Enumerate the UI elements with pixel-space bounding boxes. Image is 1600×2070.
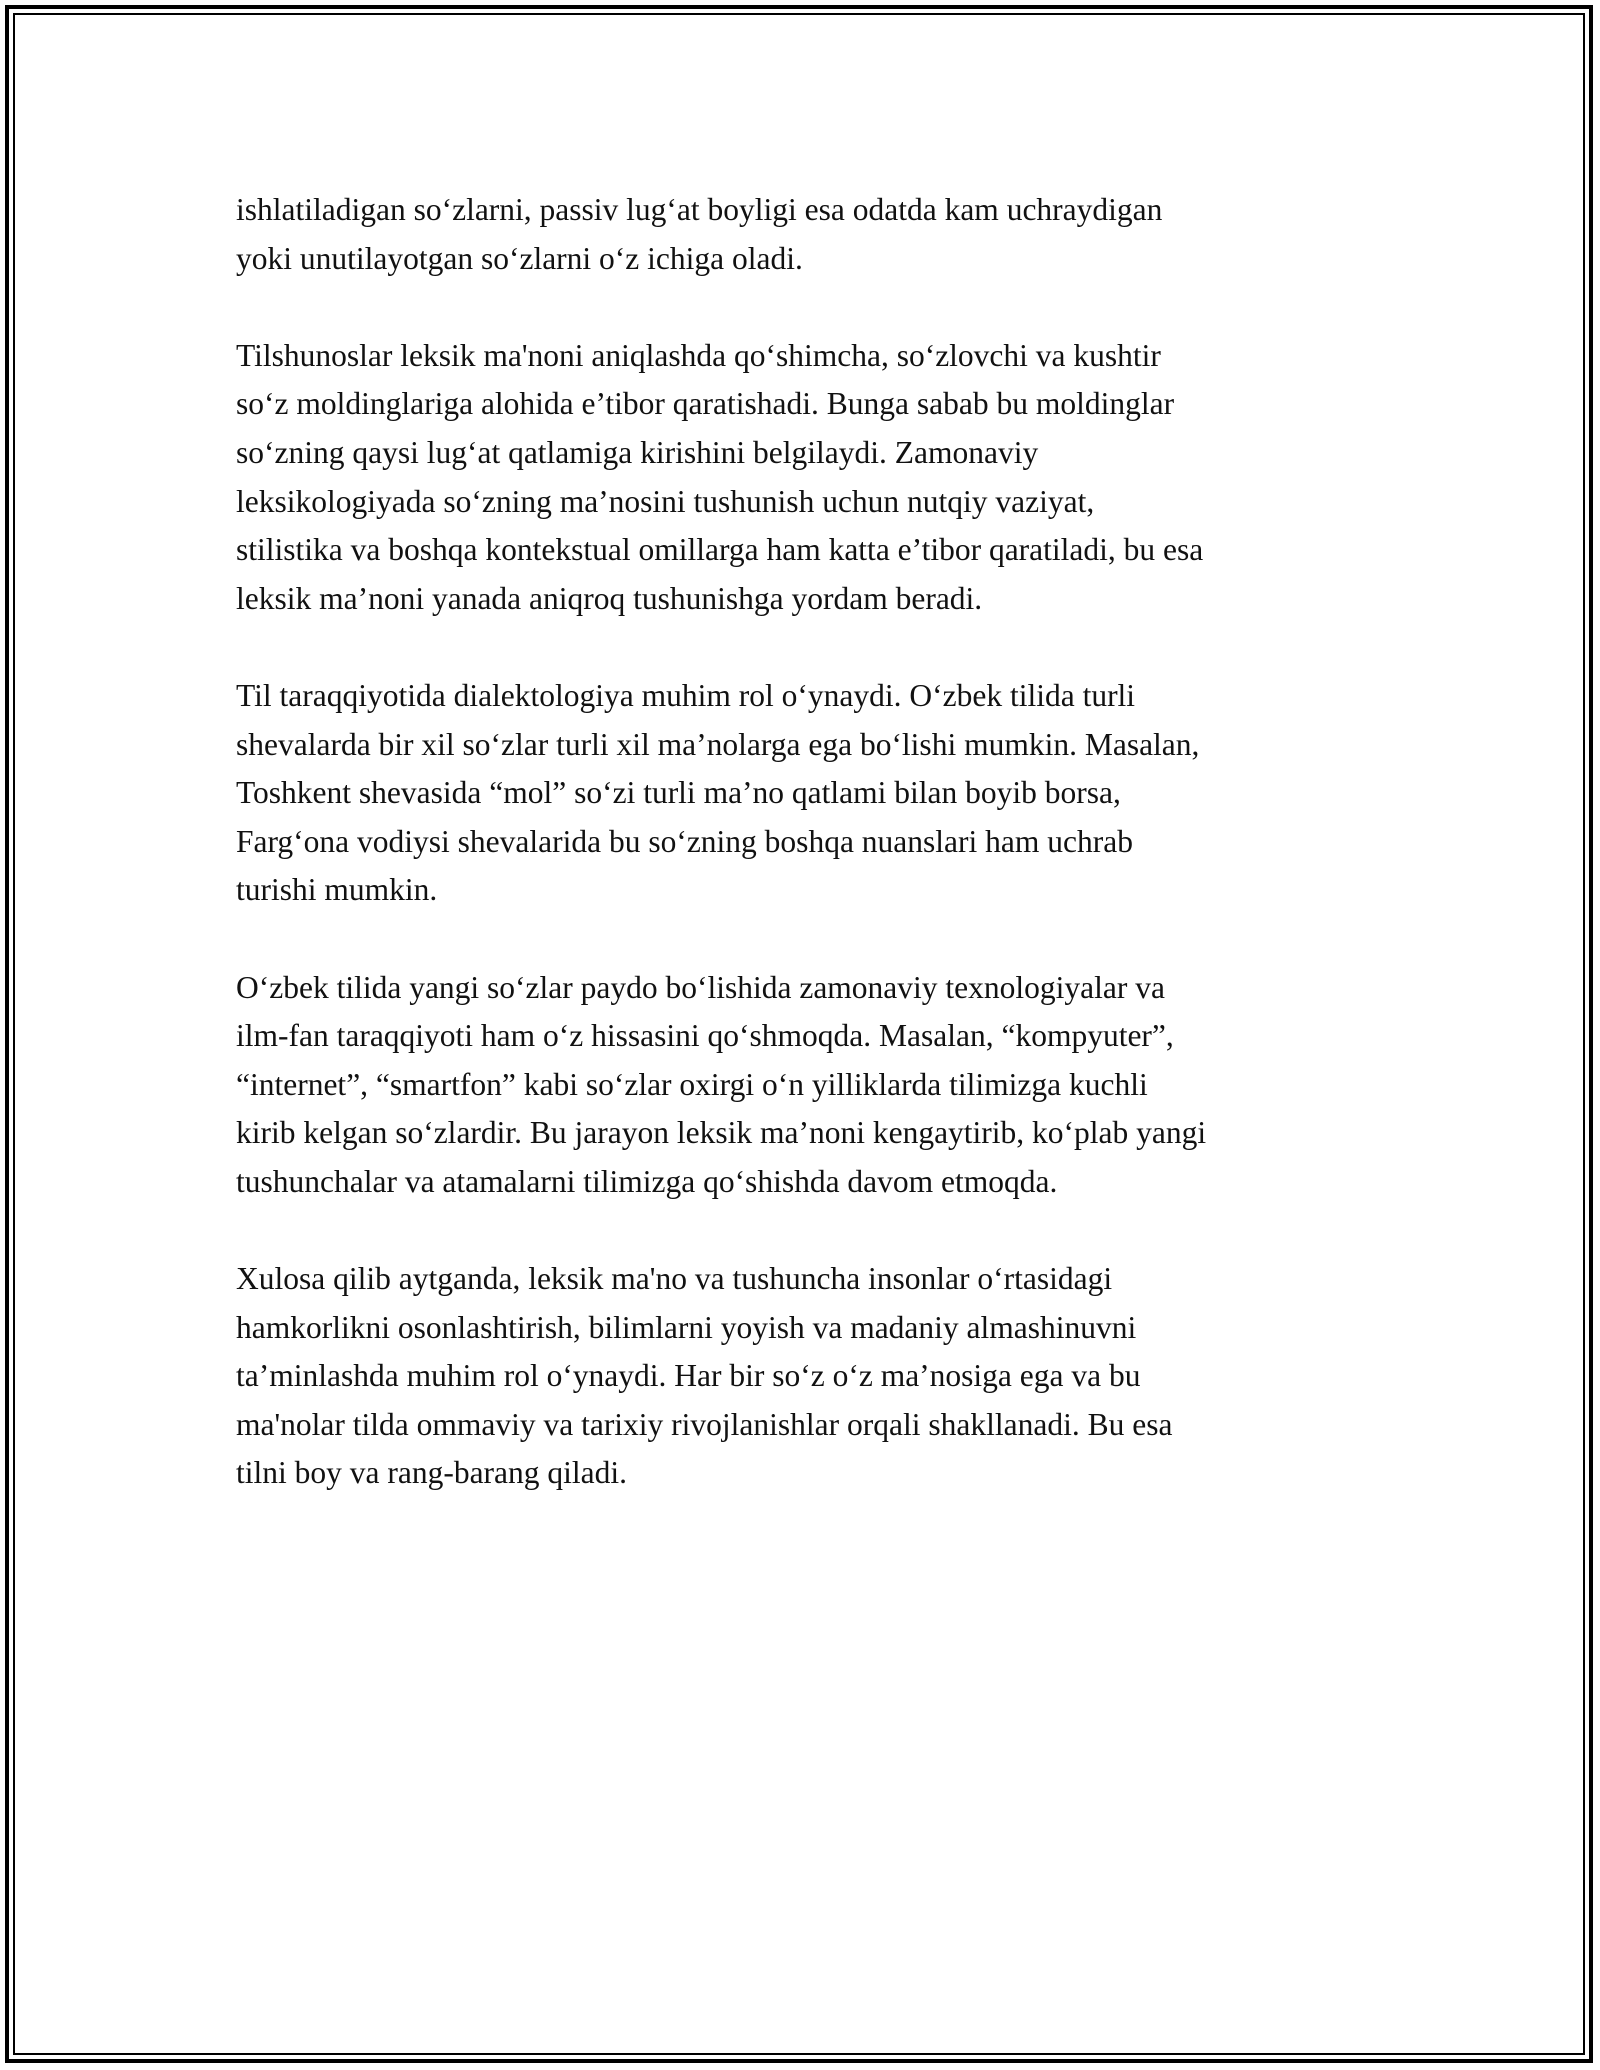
document-body bbox=[236, 186, 1386, 1547]
paragraph-3: Til taraqqiyotida dialektologiya muhim rol o‘ynaydi. O‘zbek tilida turli shevalarda bir xil so‘zlar turli xil ma’nolarga ega bo‘lishi mumkin. Masalan, Toshkent shevasida “mol” so‘zi turli ma’no qatlami bilan boyib borsa, Farg‘ona vodiysi shevalarida bu so‘zning boshqa nuanslari ham uchrab turishi mumkin. bbox=[236, 677, 1200, 908]
paragraph-4: O‘zbek tilida yangi so‘zlar paydo bo‘lishida zamonaviy texnologiyalar va ilm-fan taraqqiyoti ham o‘z hissasini qo‘shmoqda. Masalan, “kompyuter”, “internet”, “smartfon” kabi so‘zlar oxirgi o‘n yilliklarda tilimizga kuchli kirib kelgan so‘zlardir. Bu jarayon leksik ma’noni kengaytirib, ko‘plab yangi tushunchalar va atamalarni tilimizga qo‘shishda davom etmoqda. bbox=[236, 969, 1207, 1199]
paragraph-2: Tilshunoslar leksik ma'noni aniqlashda qo‘shimcha, so‘zlovchi va kushtir so‘z moldinglariga alohida e’tibor qaratishadi. Bunga sabab bu moldinglar so‘zning qaysi lug‘at qatlamiga kirishini belgilaydi. Zamonaviy leksikologiyada so‘zning ma’nosini tushunish uchun nutqiy vaziyat, stilistika va boshqa kontekstual omillarga ham katta e’tibor qaratiladi, bu esa leksik ma’noni yanada aniqroq tushunishga yordam beradi. bbox=[236, 337, 1204, 616]
paragraph-1: ishlatiladigan so‘zlarni, passiv lug‘at boyligi esa odatda kam uchraydigan yoki unutilayotgan so‘zlarni o‘z ichiga oladi. bbox=[236, 192, 1163, 276]
paragraph-5: Xulosa qilib aytganda, leksik ma'no va tushuncha insonlar o‘rtasidagi hamkorlikni osonlashtirish, bilimlarni yoyish va madaniy almashinuvni ta’minlashda muhim rol o‘ynaydi. Har bir so‘z o‘z ma’nosiga ega va bu ma'nolar tilda ommaviy va tarixiy rivojlanishlar orqali shakllanadi. Bu esa tilni boy va rang-barang qiladi. bbox=[236, 1261, 1173, 1491]
